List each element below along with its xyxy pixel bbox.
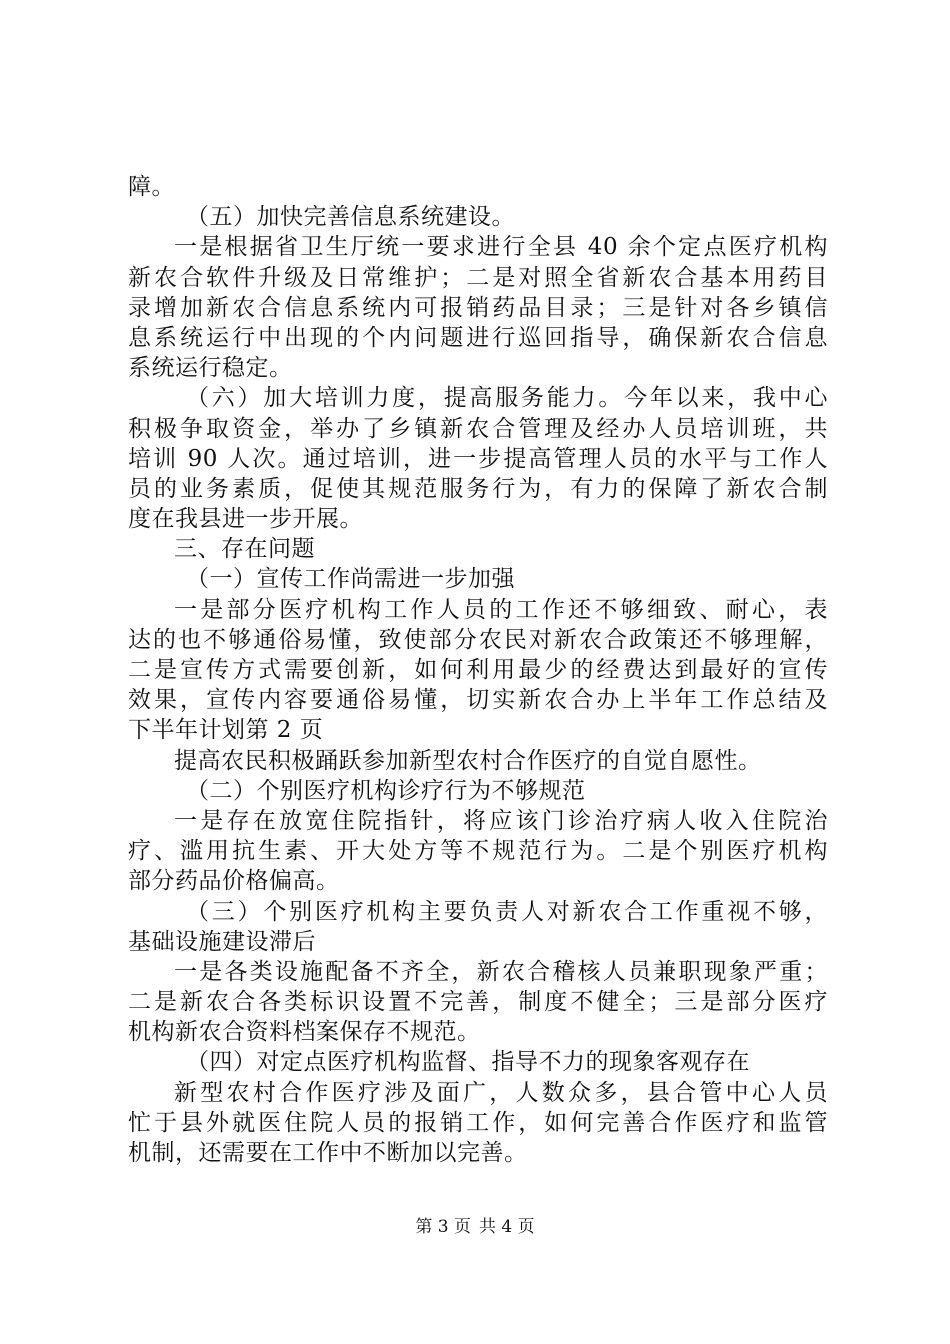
paragraph-line: 录增加新农合信息系统内可报销药品目录；三是针对各乡镇信	[128, 294, 828, 321]
paragraph-line: 障。	[128, 174, 175, 200]
section-heading: （五）加快完善信息系统建设。	[186, 204, 515, 231]
paragraph-line: 一是存在放宽住院指针，将应该门诊治疗病人收入住院治	[174, 807, 828, 834]
paragraph-line: 新型农村合作医疗涉及面广，人数众多，县合管中心人员	[174, 1079, 828, 1106]
page-footer	[0, 1216, 950, 1238]
section-heading: （六）加大培训力度，提高服务能力。今年以来，我中心	[186, 385, 828, 412]
page-number: 第 3 页	[415, 1217, 471, 1237]
paragraph-line: 二是新农合各类标识设置不完善，制度不健全；三是部分医疗	[128, 989, 828, 1016]
section-heading: 三、存在问题	[174, 536, 315, 563]
paragraph-line: 一是部分医疗机构工作人员的工作还不够细致、耐心，表	[174, 596, 828, 623]
paragraph-line: 二是宣传方式需要创新，如何利用最少的经费达到最好的宣传	[128, 657, 828, 683]
paragraph-line: 度在我县进一步开展。	[128, 506, 363, 533]
subsection-heading: （二）个别医疗机构诊疗行为不够规范	[186, 777, 586, 804]
paragraph-line: 疗、滥用抗生素、开大处方等不规范行为。二是个别医疗机构	[128, 838, 828, 865]
paragraph-line: 忙于县外就医住院人员的报销工作，如何完善合作医疗和监管	[128, 1109, 828, 1136]
subsection-heading: （三）个别医疗机构主要负责人对新农合工作重视不够，	[186, 898, 828, 925]
page-total: 共 4 页	[479, 1217, 535, 1237]
paragraph-line: 机制，还需要在工作中不断加以完善。	[128, 1140, 528, 1166]
paragraph-line: 一是根据省卫生厅统一要求进行全县 40 余个定点医疗机构	[174, 234, 828, 261]
paragraph-line: 系统运行稳定。	[128, 355, 293, 382]
paragraph-line: 积极争取资金，举办了乡镇新农合管理及经办人员培训班，共	[128, 415, 828, 442]
paragraph-line: 部分药品价格偏高。	[128, 868, 340, 895]
paragraph-line: 员的业务素质，促使其规范服务行为，有力的保障了新农合制	[128, 475, 828, 502]
paragraph-line: 新农合软件升级及日常维护；二是对照全省新农合基本用药目	[128, 264, 828, 291]
paragraph-line: 提高农民积极踊跃参加新型农村合作医疗的自觉自愿性。	[174, 747, 762, 774]
subsection-heading: （四）对定点医疗机构监督、指导不力的现象客观存在	[186, 1049, 750, 1076]
paragraph-line: 机构新农合资料档案保存不规范。	[128, 1019, 481, 1046]
document-body	[128, 172, 828, 1168]
paragraph-line: 效果，宣传内容要通俗易懂，切实新农合办上半年工作总结及	[128, 687, 828, 714]
subsection-heading: 基础设施建设滞后	[128, 928, 316, 955]
paragraph-line: 培训 90 人次。通过培训，进一步提高管理人员的水平与工作人	[128, 445, 828, 472]
paragraph-line: 下半年计划第 2 页	[128, 717, 324, 744]
paragraph-line: 一是各类设施配备不齐全，新农合稽核人员兼职现象严重；	[174, 958, 828, 985]
paragraph-line: 息系统运行中出现的个内问题进行巡回指导，确保新农合信息	[128, 324, 828, 351]
paragraph-line: 达的也不够通俗易懂，致使部分农民对新农合政策还不够理解，	[128, 626, 828, 653]
subsection-heading: （一）宣传工作尚需进一步加强	[186, 566, 515, 593]
